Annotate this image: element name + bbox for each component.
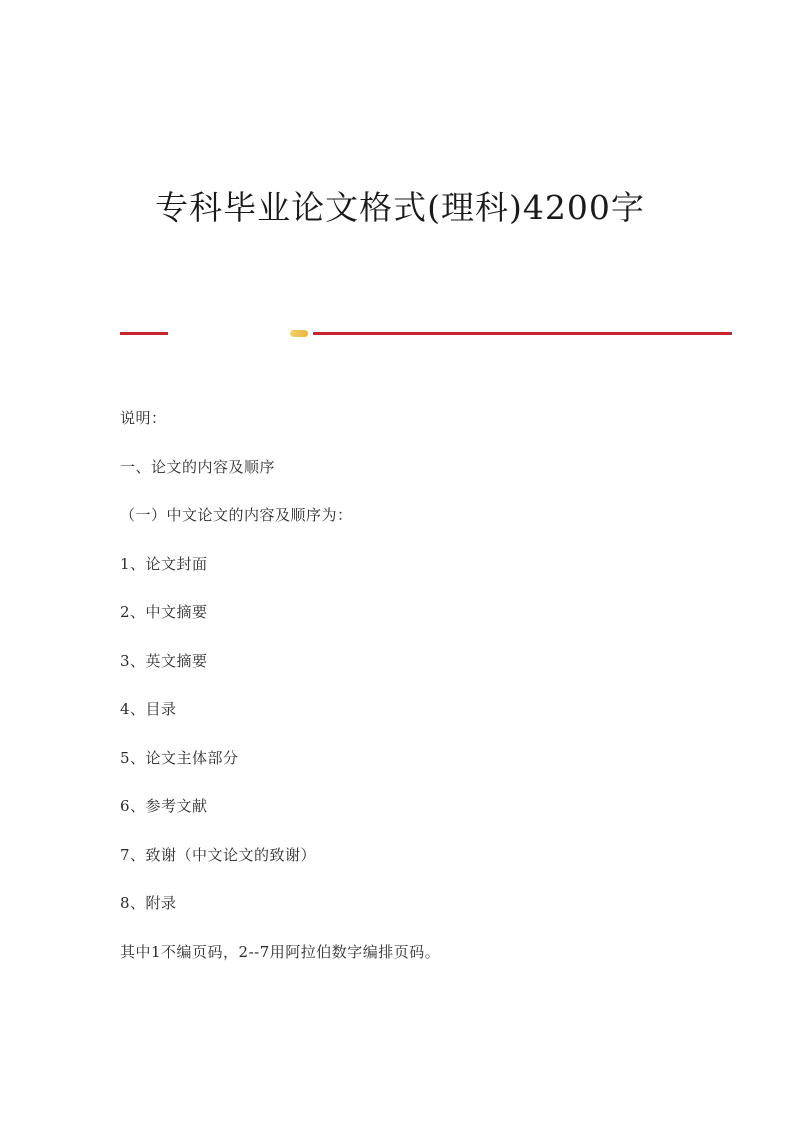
list-item: 5、论文主体部分: [120, 748, 239, 767]
subsection-heading: （一）中文论文的内容及顺序为：: [120, 506, 353, 524]
divider-ornament: [290, 330, 308, 337]
section-heading: 一、论文的内容及顺序: [120, 457, 276, 476]
pagination-note: 其中1不编页码，2--7用阿拉伯数字编排页码。: [120, 942, 441, 961]
list-item: 4、目录: [120, 700, 177, 718]
list-item: 6、参考文献: [120, 797, 208, 815]
list-item: 8、附录: [120, 894, 177, 912]
document-body: [120, 408, 740, 990]
list-item: 7、致谢（中文论文的致谢）: [120, 845, 317, 864]
document-title: 专科毕业论文格式(理科)4200字: [155, 188, 645, 227]
divider-right-bar: [313, 332, 732, 335]
list-item: 1、论文封面: [120, 554, 208, 573]
divider-left-bar: [120, 332, 168, 335]
list-item: 2、中文摘要: [120, 603, 208, 621]
title-divider: [120, 330, 732, 336]
list-item: 3、英文摘要: [120, 651, 208, 670]
intro-label: 说明：: [120, 409, 167, 427]
